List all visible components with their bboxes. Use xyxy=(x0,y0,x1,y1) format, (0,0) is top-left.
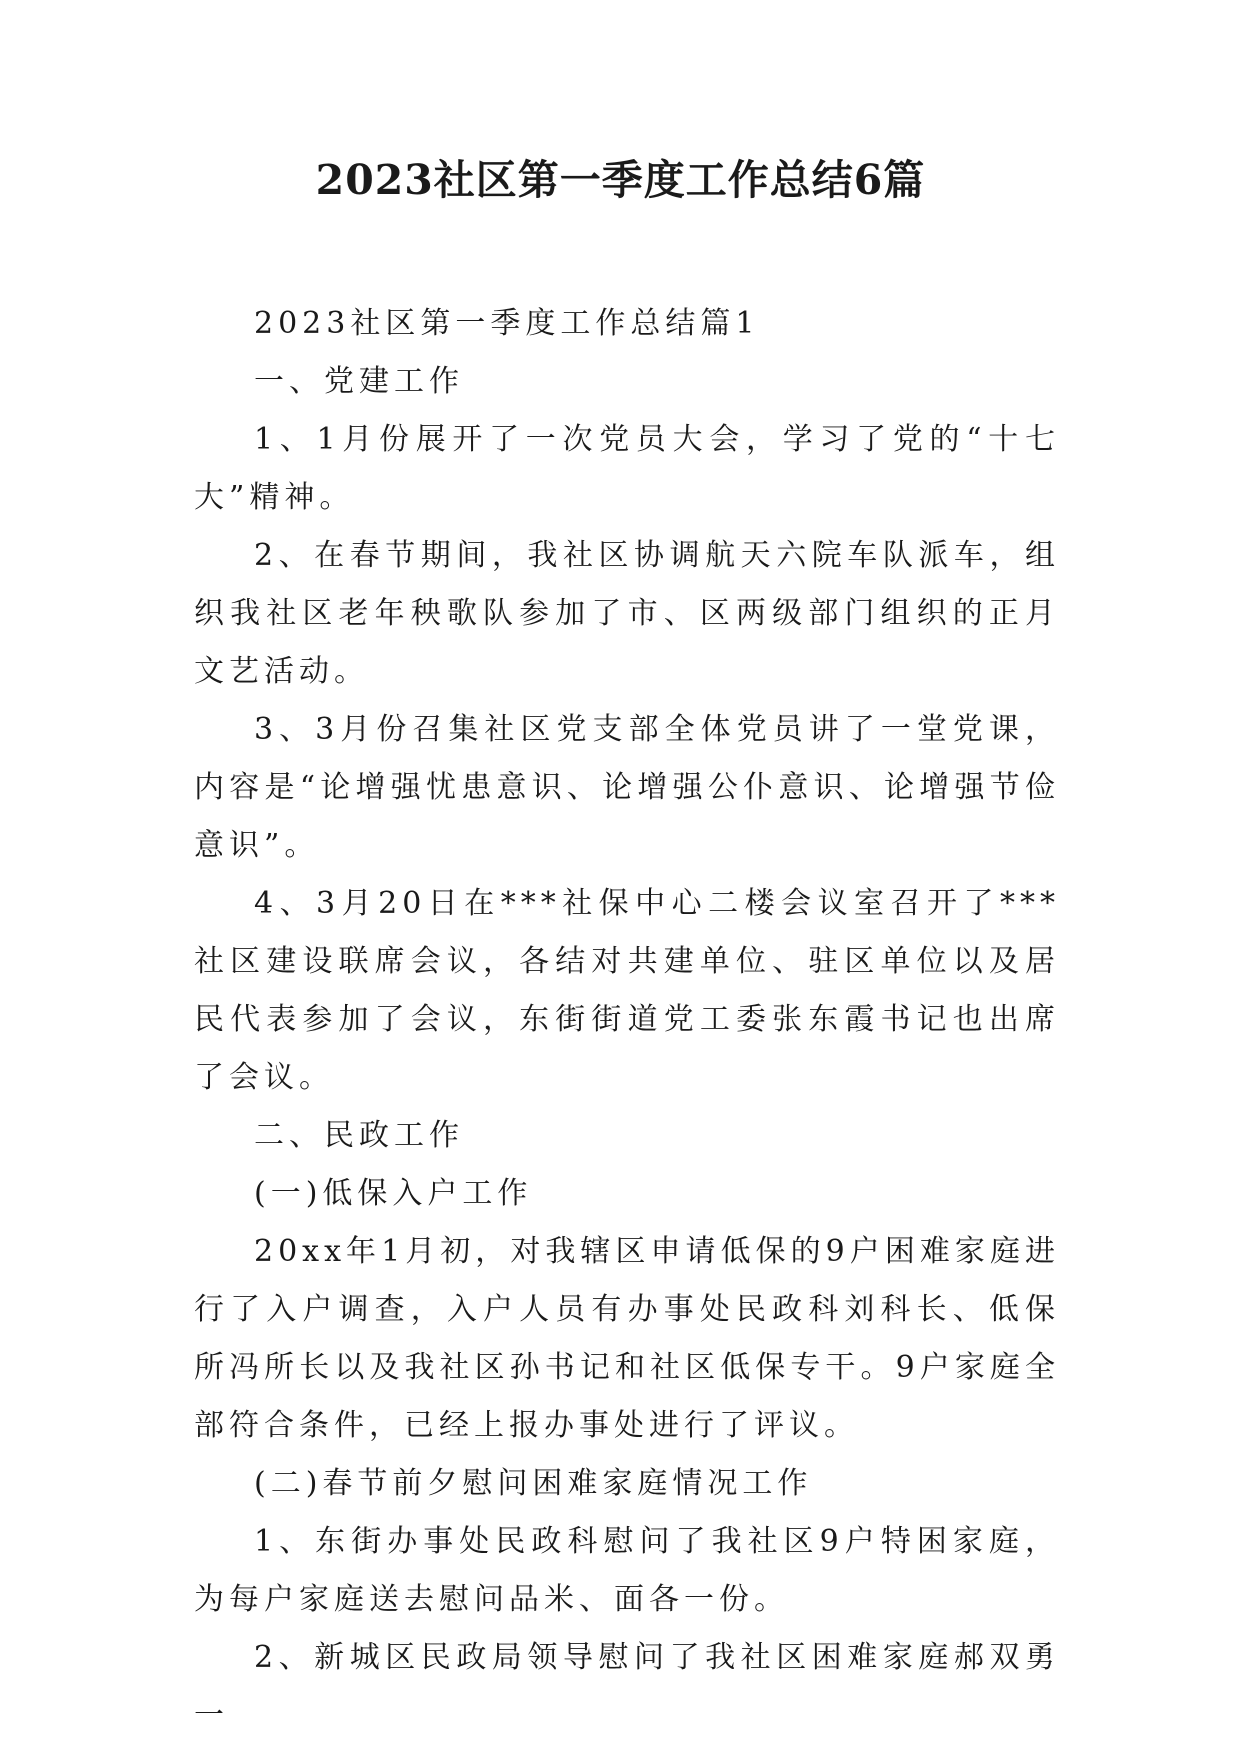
document-title: 2023社区第一季度工作总结6篇 xyxy=(315,156,926,204)
paragraph: 1、东街办事处民政科慰问了我社区9户特困家庭，为每户家庭送去慰问品米、面各一份。 xyxy=(194,1524,1060,1617)
paragraph: 3、3月份召集社区党支部全体党员讲了一堂党课，内容是“论增强忧患意识、论增强公仆意识、论增强节俭意识”。 xyxy=(194,712,1060,863)
subheading-spring-festival: (二)春节前夕慰问困难家庭情况工作 xyxy=(254,1466,813,1501)
heading-party-building: 一、党建工作 xyxy=(254,364,464,399)
heading-civil-affairs: 二、民政工作 xyxy=(254,1118,464,1153)
paragraph: 2、新城区民政局领导慰问了我社区困难家庭郝双勇一 xyxy=(194,1640,1060,1733)
paragraph: 2、在春节期间，我社区协调航天六院车队派车，组织我社区老年秧歌队参加了市、区两级部门组织的正月文艺活动。 xyxy=(194,538,1060,689)
section-heading: 2023社区第一季度工作总结篇1 xyxy=(254,306,760,341)
paragraph: 20xx年1月初，对我辖区申请低保的9户困难家庭进行了入户调查，入户人员有办事处民政科刘科长、低保所冯所长以及我社区孙书记和社区低保专干。9户家庭全部符合条件，已经上报办事处进行了评议。 xyxy=(194,1234,1060,1443)
paragraph: 1、1月份展开了一次党员大会，学习了党的“十七大”精神。 xyxy=(194,422,1060,515)
document-body xyxy=(194,295,1060,1745)
subheading-low-income: (一)低保入户工作 xyxy=(254,1176,533,1211)
paragraph: 4、3月20日在***社保中心二楼会议室召开了***社区建设联席会议，各结对共建单位、驻区单位以及居民代表参加了会议，东街街道党工委张东霞书记也出席了会议。 xyxy=(194,886,1060,1095)
